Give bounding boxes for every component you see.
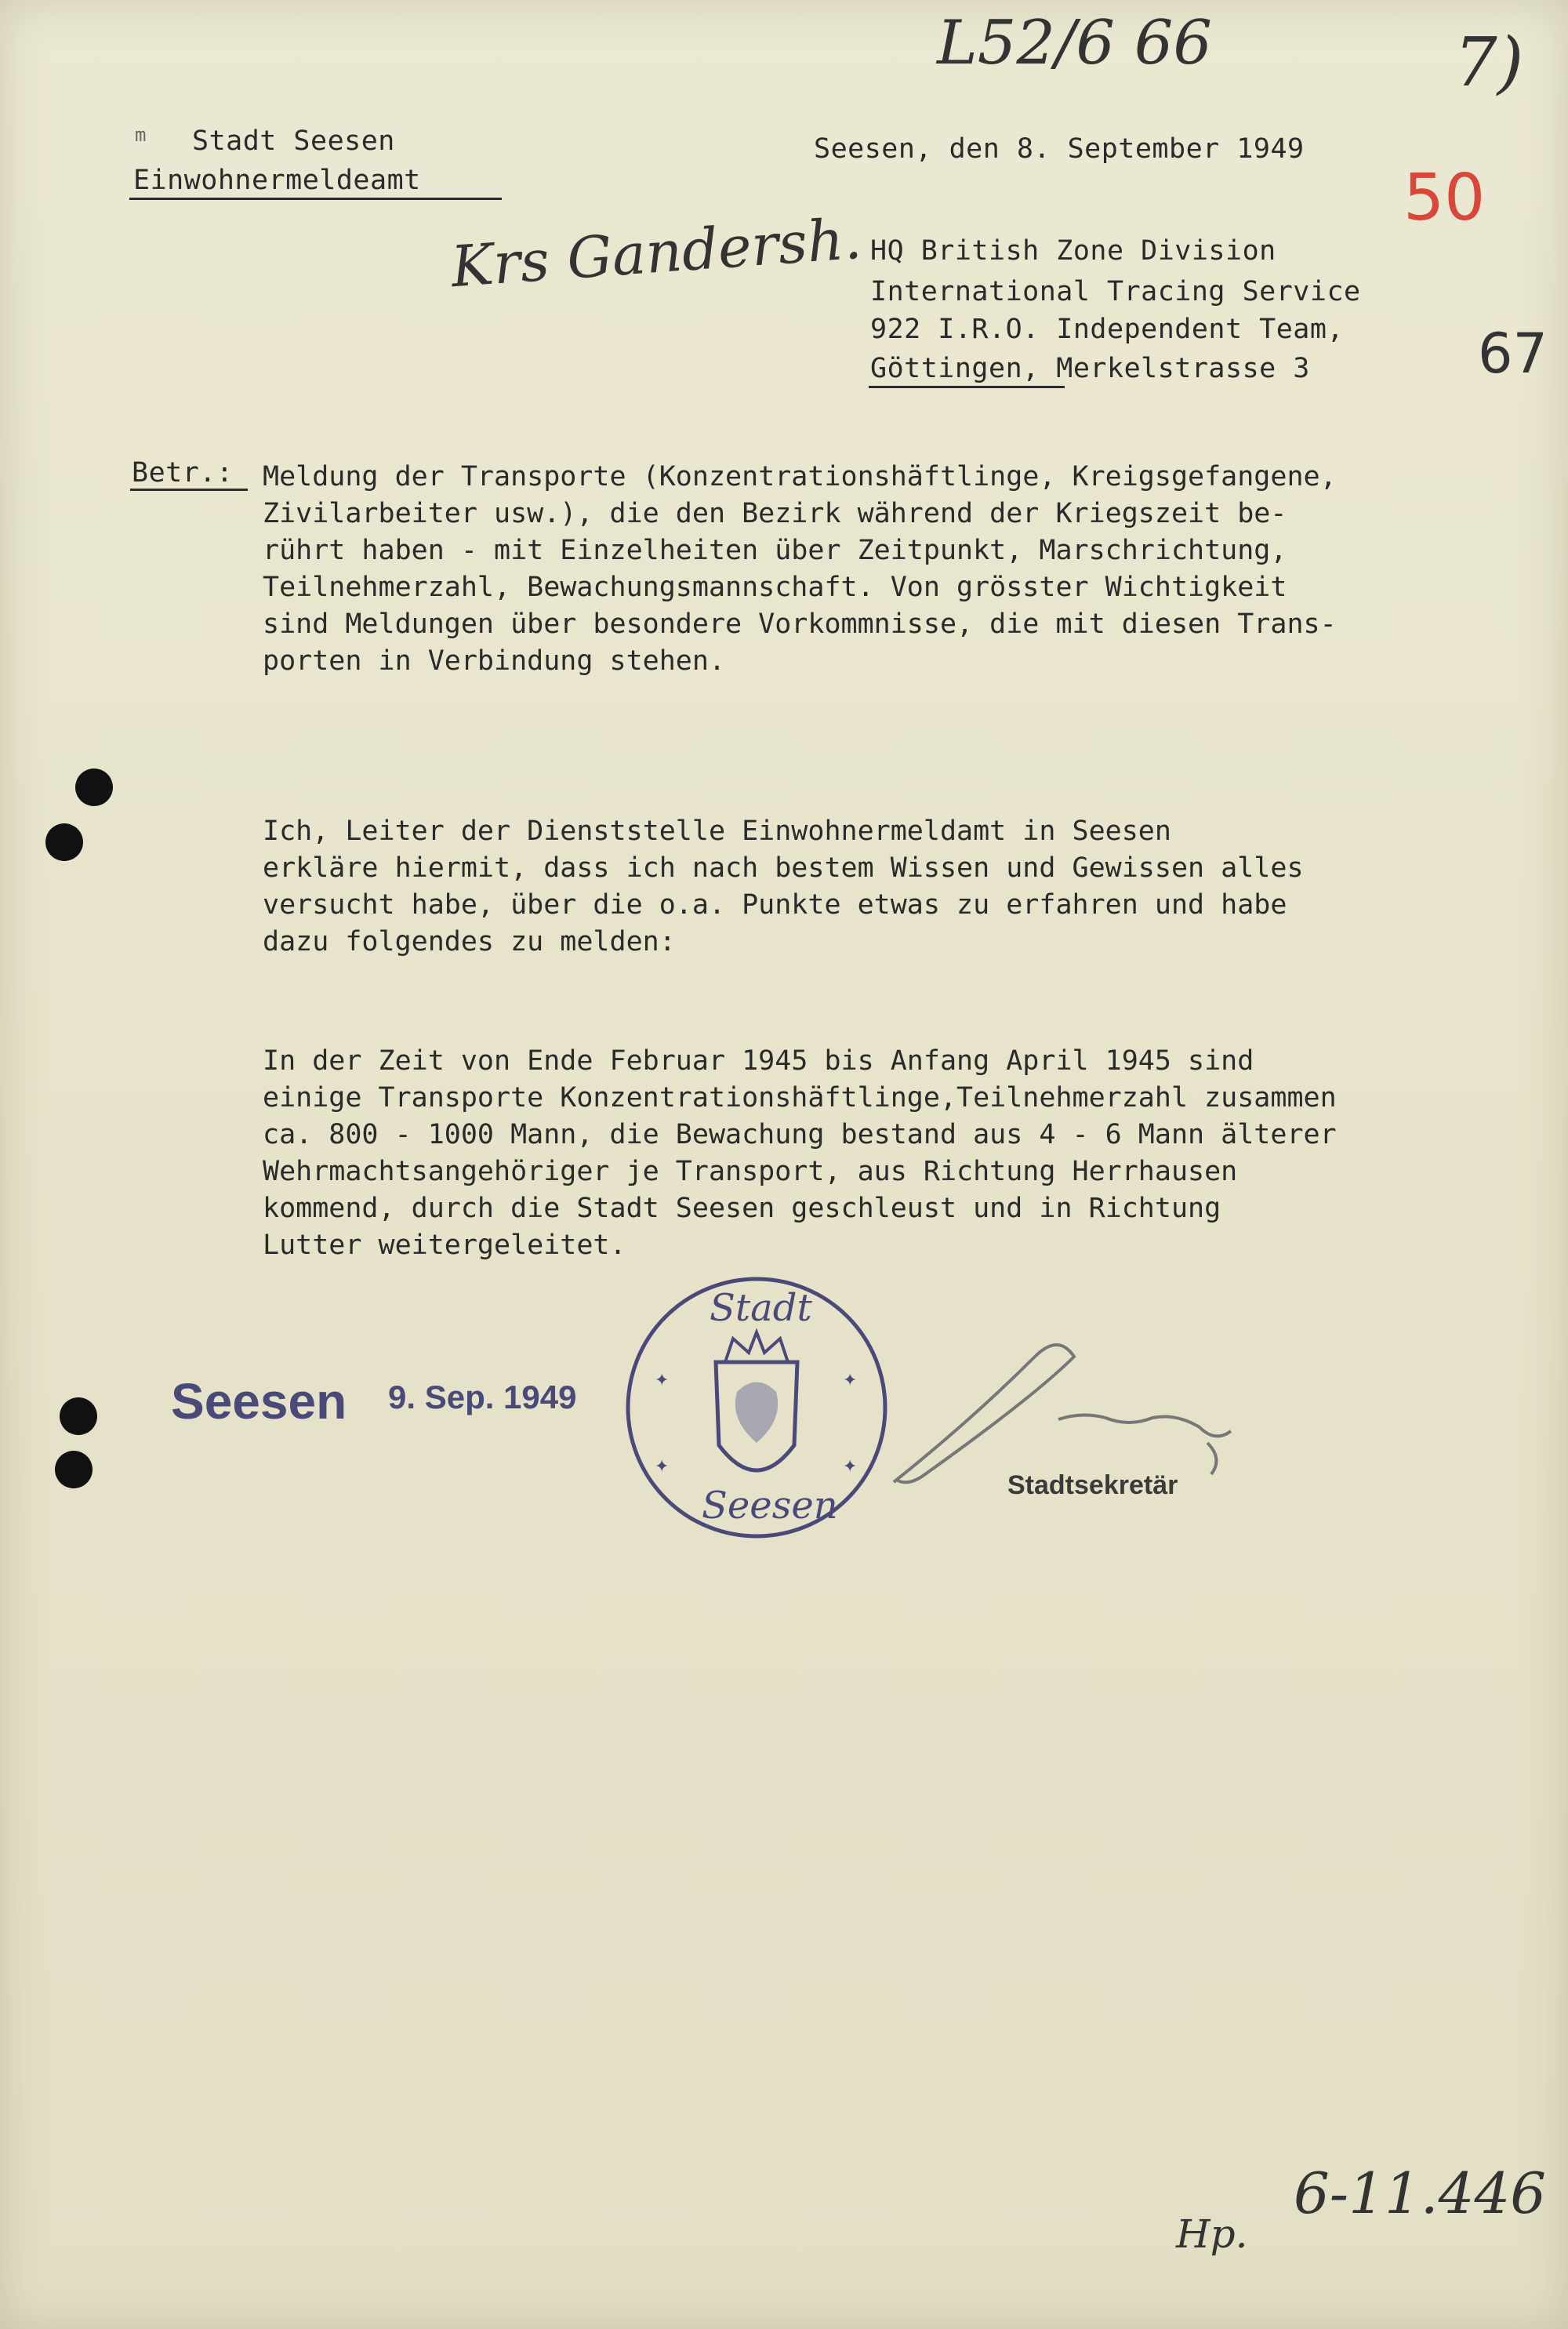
stamp-place: Seesen: [171, 1373, 347, 1430]
sender-line2: Einwohnermeldeamt: [133, 165, 421, 196]
subject-line-5: sind Meldungen über besondere Vorkommnisse, die mit diesen Trans-: [263, 609, 1337, 640]
paragraph2-line-3: ca. 800 - 1000 Mann, die Bewachung bestand aus 4 - 6 Mann älterer: [263, 1119, 1337, 1150]
sender-underline: [129, 198, 502, 200]
seal-bottom-text: Seesen: [702, 1484, 838, 1528]
subject-line-1: Meldung der Transporte (Konzentrationshäftlinge, Kreigsgefangene,: [263, 461, 1337, 492]
handwritten-corner-mark: 7): [1454, 24, 1524, 102]
punch-hole-top-2: [45, 823, 83, 861]
sender-prefix: m: [135, 124, 147, 146]
subject-line-6: porten in Verbindung stehen.: [263, 645, 726, 677]
handwritten-reference: L52/6 66: [937, 8, 1212, 78]
svg-text:✦: ✦: [655, 1370, 670, 1390]
recipient-underline: [869, 386, 1065, 388]
svg-text:✦: ✦: [843, 1370, 858, 1390]
recipient-line3: 922 I.R.O. Independent Team,: [870, 314, 1345, 345]
paragraph1-line-3: versucht habe, über die o.a. Punkte etwas zu erfahren und habe: [263, 889, 1287, 921]
recipient-line2: International Tracing Service: [870, 276, 1361, 307]
punch-hole-top: [75, 768, 113, 806]
paragraph1-line-4: dazu folgendes zu melden:: [263, 926, 676, 957]
punch-hole-bottom-2: [55, 1451, 93, 1488]
svg-text:✦: ✦: [843, 1456, 858, 1476]
red-pencil-number: 50: [1403, 161, 1486, 235]
signatory-title: Stadtsekretär: [1007, 1470, 1178, 1500]
date-line: Seesen, den 8. September 1949: [814, 133, 1305, 165]
stamp-date: 9. Sep. 1949: [388, 1379, 577, 1415]
paragraph2-line-2: einige Transporte Konzentrationshäftlinge,Teilnehmerzahl zusammen: [263, 1082, 1337, 1114]
handwritten-page-number: 67: [1478, 322, 1548, 386]
subject-underline: [130, 489, 248, 491]
subject-line-4: Teilnehmerzahl, Bewachungsmannschaft. Von grösster Wichtigkeit: [263, 572, 1287, 603]
subject-line-2: Zivilarbeiter usw.), die den Bezirk während der Kriegszeit be-: [263, 498, 1287, 529]
paragraph2-line-6: Lutter weitergeleitet.: [263, 1230, 626, 1261]
recipient-line1: HQ British Zone Division: [870, 235, 1276, 267]
recipient-line4: Göttingen, Merkelstrasse 3: [870, 353, 1310, 384]
subject-line-3: rührt haben - mit Einzelheiten über Zeitpunkt, Marschrichtung,: [263, 535, 1287, 566]
handwritten-bottom-initials: Hp.: [1176, 2211, 1248, 2257]
handwritten-bottom-reference: 6-11.446: [1294, 2160, 1547, 2226]
paragraph2-line-1: In der Zeit von Ende Februar 1945 bis Anfang April 1945 sind: [263, 1045, 1254, 1077]
handwritten-kreis: Krs Gandersh.: [448, 205, 864, 300]
paragraph2-line-5: kommend, durch die Stadt Seesen geschleust und in Richtung: [263, 1193, 1221, 1224]
sender-line1: Stadt Seesen: [192, 125, 395, 157]
svg-text:✦: ✦: [655, 1456, 670, 1476]
punch-hole-bottom: [60, 1397, 97, 1435]
seal-top-text: Stadt: [710, 1286, 812, 1330]
paragraph1-line-2: erkläre hiermit, dass ich nach bestem Wissen und Gewissen alles: [263, 852, 1304, 884]
subject-label: Betr.:: [132, 457, 234, 489]
paragraph1-line-1: Ich, Leiter der Dienststelle Einwohnermeldamt in Seesen: [263, 816, 1171, 847]
paragraph2-line-4: Wehrmachtsangehöriger je Transport, aus Richtung Herrhausen: [263, 1156, 1238, 1187]
